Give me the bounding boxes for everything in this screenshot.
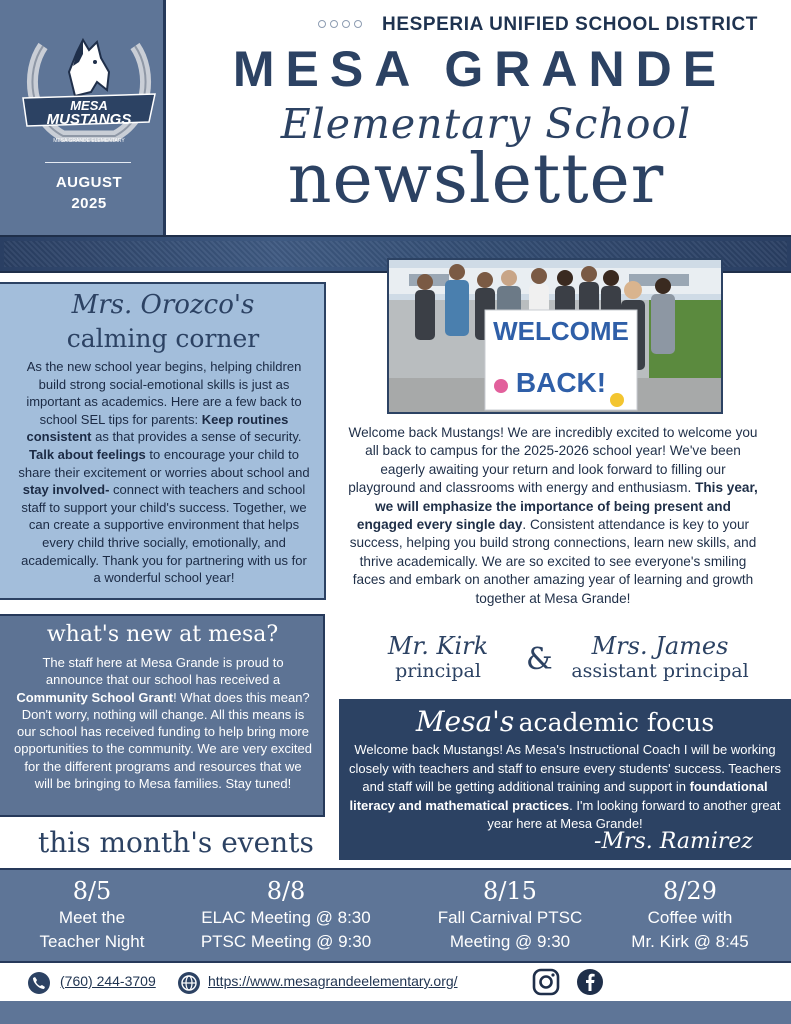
welcome-back-photo <box>387 258 723 414</box>
logo-text-mesa: MESA <box>70 98 108 113</box>
event-date: 8/15 <box>483 877 537 905</box>
instagram-icon[interactable] <box>531 967 561 997</box>
decorative-dots <box>318 20 362 28</box>
calm-text-3: to encourage your child to share their excitement or worries about school and <box>18 446 310 480</box>
sign-welcome-text: WELCOME <box>493 316 629 346</box>
calming-corner-author: Mrs. Orozco's <box>71 290 255 320</box>
newsletter-title: newsletter <box>287 140 665 219</box>
district-name: HESPERIA UNIFIED SCHOOL DISTRICT <box>382 14 759 35</box>
event-item <box>420 876 600 954</box>
calm-bold-1: Keep routines consistent <box>26 411 289 445</box>
issue-month: AUGUST <box>55 174 123 191</box>
logo-text-school: MESA GRANDE ELEMENTARY <box>53 138 125 144</box>
whats-new-text-2: ! What does this mean? Don't worry, nothing will change. All this means is our school has received funding to help bring more opportunities to the community. We are very excited for the different programs and resources that we will be bringing to Mesa families. Stay tuned! <box>14 689 312 792</box>
event-date: 8/29 <box>663 877 717 905</box>
welcome-text-2: . Consistent attendance is key to your success, helping you build strong connections, learn new skills, and thrive academically. We are so excited to see everyone's smiling faces and embark on another amazing year of learning and growth together at Mesa Grande! <box>349 517 757 606</box>
whats-new-text-1: The staff here at Mesa Grande is proud to announce that our school has received a <box>42 655 284 688</box>
event-item <box>22 876 162 954</box>
assistant-principal-role: assistant principal <box>571 660 749 682</box>
ampersand: & <box>526 642 553 677</box>
calm-bold-3: stay involved- <box>22 482 110 498</box>
coach-signature: -Mrs. Ramirez <box>594 829 753 854</box>
whats-new-bold: Community School Grant <box>16 689 174 705</box>
welcome-message <box>346 424 760 608</box>
calming-corner-title: calming corner <box>66 324 260 353</box>
calm-text-2: as that provides a sense of security. <box>91 429 302 445</box>
focus-title-script: Mesa's <box>415 705 515 738</box>
event-line-2: Meeting @ 9:30 <box>449 932 571 951</box>
website-link[interactable]: https://www.mesagrandeelementary.org/ <box>208 973 458 989</box>
event-line-2: Teacher Night <box>39 932 145 951</box>
principal-role: principal <box>395 660 481 682</box>
sign-back-text: BACK! <box>515 367 607 398</box>
event-line-2: PTSC Meeting @ 9:30 <box>200 932 372 951</box>
event-item <box>620 876 760 954</box>
globe-icon <box>178 972 200 994</box>
calm-bold-2: Talk about feelings <box>29 446 146 462</box>
focus-bold: foundational literacy and mathematical practices <box>349 779 768 813</box>
event-line-1: ELAC Meeting @ 8:30 <box>201 908 371 927</box>
mesa-mustangs-logo <box>17 32 161 152</box>
academic-focus-text <box>347 741 783 834</box>
school-script-title: Elementary School <box>280 100 692 148</box>
academic-focus-box <box>339 699 791 860</box>
event-line-1: Meet the <box>58 908 126 927</box>
event-item <box>184 876 388 954</box>
event-line-1: Fall Carnival PTSC <box>437 908 583 927</box>
event-line-1: Coffee with <box>647 908 733 927</box>
issue-date <box>0 172 178 214</box>
calming-corner-box <box>0 282 326 600</box>
whats-new-box <box>0 614 325 817</box>
assistant-principal-name: Mrs. James <box>591 632 729 660</box>
focus-text-2: . I'm looking forward to another great year here at Mesa Grande! <box>487 797 781 831</box>
header-side-panel <box>0 0 166 235</box>
calm-text-4: connect with teachers and school staff to support your child's success. Together, we can create a supportive environment that helps every child thrive socially, emotionally, and academically. Thank you for partnering with us for a wonderful school year! <box>21 482 307 586</box>
issue-year: 2025 <box>71 195 107 212</box>
calm-text-1: As the new school year begins, helping children build strong social-emotional skills is just as important as academics. Here are a few back to school SEL tips for parents: <box>26 359 302 427</box>
welcome-bold: This year, we will emphasize the importance of being present and engaged every single day <box>356 480 758 533</box>
whats-new-title: what's new at mesa? <box>46 622 279 647</box>
phone-icon <box>28 972 50 994</box>
logo-text-mustangs: MUSTANGS <box>46 111 132 128</box>
header-divider <box>45 162 131 163</box>
academic-focus-title <box>339 705 791 738</box>
principal-name: Mr. Kirk <box>387 632 489 660</box>
assistant-principal-signature <box>560 632 760 682</box>
footer-bar <box>0 1001 791 1024</box>
school-name: MESA GRANDE <box>232 41 728 97</box>
events-heading: this month's events <box>38 826 314 859</box>
welcome-text-1: Welcome back Mustangs! We are incredibly excited to welcome you all back to campus for the 2025-2026 school year! We've been eagerly awaiting your return and look forward to filling our playground and classrooms with energy and enthusiasm. <box>348 425 758 496</box>
event-date: 8/8 <box>266 877 306 905</box>
focus-title-plain: academic focus <box>518 708 715 737</box>
whats-new-text <box>14 654 312 792</box>
footer <box>0 963 791 1001</box>
calming-corner-text <box>16 358 312 587</box>
event-date: 8/5 <box>72 877 112 905</box>
photo-illustration <box>389 260 723 414</box>
principal-signature <box>350 632 526 682</box>
events-strip <box>0 868 791 963</box>
event-line-2: Mr. Kirk @ 8:45 <box>631 932 749 951</box>
phone-link[interactable]: (760) 244-3709 <box>60 973 156 989</box>
focus-text-1: Welcome back Mustangs! As Mesa's Instructional Coach I will be working closely with teachers and staff to ensure every students' success. Teachers and staff will be getting additional training and support in <box>349 742 781 794</box>
facebook-icon[interactable] <box>575 967 605 997</box>
